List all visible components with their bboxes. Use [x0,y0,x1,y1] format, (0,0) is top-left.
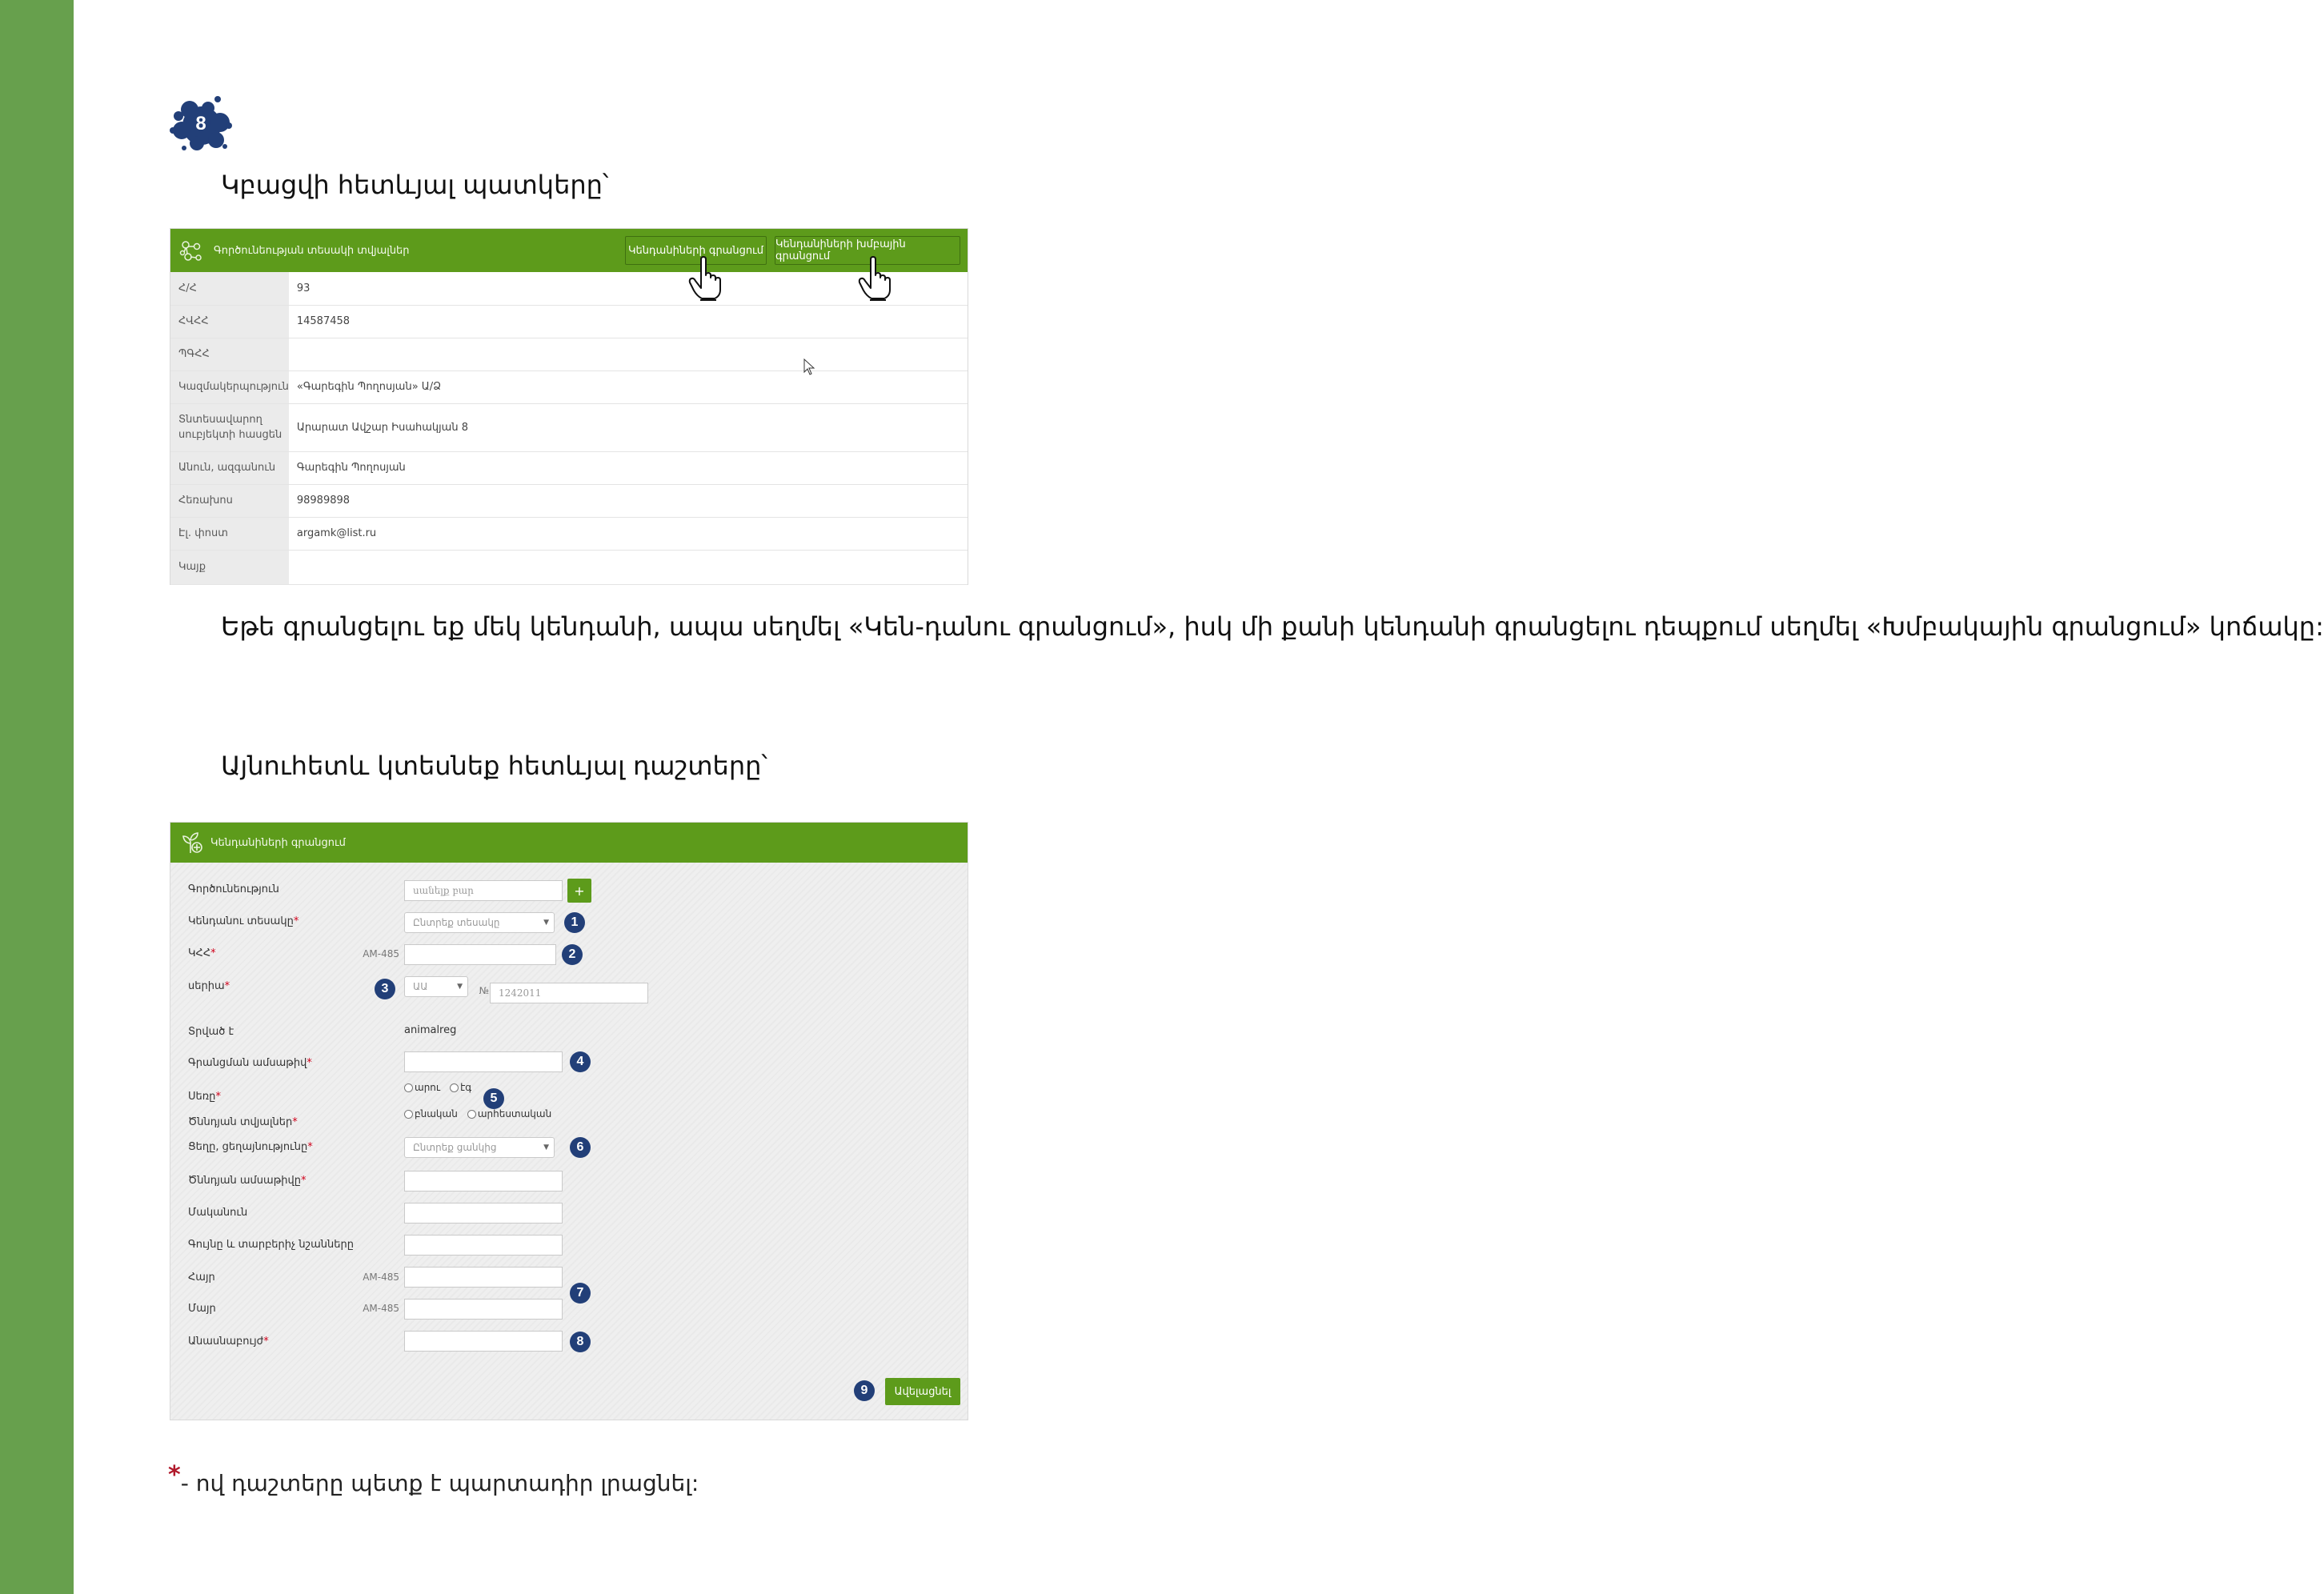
table-row [170,272,968,305]
instruction-paragraph: Եթե գրանցելու եք մեկ կենդանի, ապա սեղմել «Կեն-դանու գրանցում», իսկ մի քանի կենդանի գրանցելու դեպքում սեղմել «Խմբակային գրանցում» կոճակը: [221,611,2324,642]
issued-label: Տրված է [188,1026,234,1038]
sex-option-male[interactable]: արու [404,1082,440,1093]
activity-data-screenshot [170,228,968,585]
step-number: 8 [195,113,206,134]
step-number-badge: 8 [570,1332,591,1352]
animal-registration-screenshot [170,822,968,1420]
registration-header [170,823,968,863]
row-value: argamk@list.ru [289,517,968,550]
step-number-badge: 1 [564,912,585,933]
row-label: Կայք [170,550,289,584]
issued-value: animalreg [404,1024,457,1036]
row-label: Տնտեսավարող սուբյեկտի հասցեն [170,403,289,451]
row-label: Էլ. փոստ [170,517,289,550]
father-input[interactable] [404,1267,563,1288]
birth-option-artificial[interactable]: արհեստական [467,1108,551,1119]
activity-input[interactable]: սանելք բար [404,880,563,901]
step-number-badge: 5 [483,1088,504,1109]
row-value [289,550,968,584]
animal-type-select[interactable]: Ընտրեք տեսակը ▼ [404,912,555,933]
row-value: 14587458 [289,305,968,338]
footnote-text: - ով դաշտերը պետք է պարտադիր լրացնել: [180,1470,699,1496]
reg-date-label: Գրանցման ամսաթիվ* [188,1057,312,1069]
birth-radio-group [404,1108,551,1119]
left-accent-bar [0,0,74,1594]
birth-option-natural[interactable]: բնական [404,1108,458,1119]
code-prefix: AM-485 [363,948,399,959]
row-label: ՀՎՀՀ [170,305,289,338]
registration-title: Կենդանիների գրանցում [210,836,346,849]
row-label: Հեռախոս [170,484,289,517]
birth-data-label: Ծննդյան տվյալներ* [188,1116,298,1128]
father-prefix: AM-485 [363,1272,399,1283]
animal-type-label: Կենդանու տեսակը* [188,915,299,927]
color-input[interactable] [404,1235,563,1256]
activity-data-table [170,272,968,585]
row-value [289,338,968,370]
chevron-down-icon: ▼ [543,1143,549,1151]
activity-label: Գործունեություն [188,883,279,895]
chevron-down-icon: ▼ [543,919,549,927]
required-footnote [168,1461,699,1497]
code-input[interactable] [404,944,556,965]
sex-label: Սեռը* [188,1091,221,1103]
row-value: «Գարեգին Պողոսյան» Ա/Ձ [289,370,968,403]
hand-pointer-icon [857,256,892,301]
mother-prefix: AM-485 [363,1303,399,1314]
row-label: ՊԳՀՀ [170,338,289,370]
series-select[interactable]: ԱԱ ▼ [404,976,468,997]
code-label: ԿՀՀ* [188,947,216,959]
intro-text: Կբացվի հետևյալ պատկերը՝ [221,170,609,200]
step-number-badge: 2 [562,944,583,965]
breed-select[interactable]: Ընտրեք ցանկից ▼ [404,1137,555,1158]
step-number-badge: 4 [570,1051,591,1072]
group-register-button[interactable]: Կենդանիների խմբային գրանցում [775,236,960,265]
row-value: Արարատ Ավշար Իսահակյան 8 [289,403,968,451]
table-row [170,550,968,584]
vet-input[interactable] [404,1331,563,1352]
step-number-badge: 3 [375,979,395,999]
fields-intro-text: Այնուհետև կտեսնեք հետևյալ դաշտերը՝ [221,751,767,781]
table-row [170,403,968,451]
series-number-label: № [479,985,489,996]
sex-radio-group [404,1082,471,1093]
activity-data-header [170,229,968,272]
chevron-down-icon: ▼ [457,983,463,991]
table-row [170,451,968,484]
activity-data-title: Գործունեության տեսակի տվյալներ [214,244,410,257]
row-value: Գարեգին Պողոսյան [289,451,968,484]
table-row [170,484,968,517]
mother-label: Մայր [188,1303,216,1315]
step-number-badge: 9 [854,1380,875,1401]
row-label: Հ/Հ [170,272,289,305]
birth-date-input[interactable] [404,1171,563,1191]
sex-option-female[interactable]: էգ [450,1082,471,1093]
row-label: Կազմակերպություն [170,370,289,403]
required-star: * [168,1461,181,1489]
row-value: 93 [289,272,968,305]
mouse-cursor-icon [803,358,815,376]
table-row [170,370,968,403]
table-row [170,517,968,550]
mother-input[interactable] [404,1299,563,1320]
row-label: Անուն, ազգանուն [170,451,289,484]
breed-label: Ցեղը, ցեղայնությունը* [188,1141,313,1153]
reg-date-input[interactable] [404,1051,563,1072]
series-number-input[interactable]: 1242011 [490,983,648,1003]
add-activity-button[interactable]: + [567,879,591,903]
plant-icon [180,831,204,855]
birth-date-label: Ծննդյան ամսաթիվը* [188,1175,307,1187]
molecule-icon [178,238,204,263]
table-row [170,338,968,370]
father-label: Հայր [188,1272,215,1284]
step-badge [168,92,232,153]
table-row [170,305,968,338]
nickname-input[interactable] [404,1203,563,1224]
step-number-badge: 6 [570,1137,591,1158]
hand-pointer-icon [687,256,723,301]
row-value: 98989898 [289,484,968,517]
register-animals-button[interactable]: Կենդանիների գրանցում [625,236,767,265]
nickname-label: Մականուն [188,1207,248,1219]
vet-label: Անասնաբույժ* [188,1336,269,1348]
step-number-badge: 7 [570,1283,591,1304]
series-label: սերիա* [188,980,230,992]
color-label: Գույնը և տարբերիչ նշանները [188,1239,354,1251]
add-button[interactable]: Ավելացնել [885,1378,960,1405]
